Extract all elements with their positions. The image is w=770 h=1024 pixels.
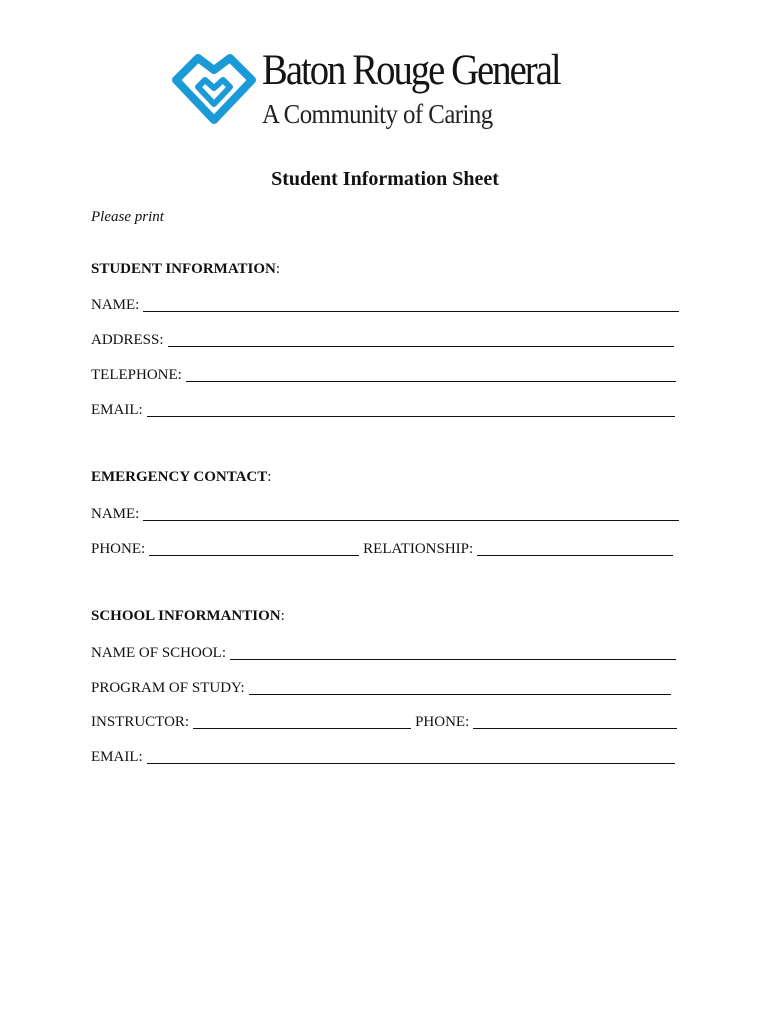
student-name-field[interactable] [143, 295, 679, 312]
school-name-field[interactable] [230, 643, 676, 660]
emergency-phone-label: PHONE: [91, 541, 146, 557]
student-address-label: ADDRESS: [91, 332, 164, 348]
emergency-heading-colon: : [267, 469, 272, 485]
emergency-relationship-field[interactable] [477, 539, 673, 556]
school-phone-label: PHONE: [415, 714, 470, 730]
school-phone-field[interactable] [473, 712, 677, 729]
page-title: Student Information Sheet [271, 168, 499, 190]
student-address-row [91, 329, 674, 349]
emergency-section-heading [91, 469, 271, 486]
student-email-field[interactable] [147, 400, 675, 417]
school-heading-colon: : [280, 608, 285, 624]
school-section-heading [91, 608, 285, 625]
logo-tagline: A Community of Caring [262, 99, 493, 129]
school-email-label: EMAIL: [91, 749, 143, 765]
school-name-row [91, 642, 676, 662]
program-label: PROGRAM OF STUDY: [91, 680, 245, 696]
student-telephone-row [91, 364, 676, 384]
emergency-phone-field[interactable] [149, 539, 359, 556]
instructor-row [91, 711, 677, 731]
student-name-label: NAME: [91, 297, 140, 313]
instructor-label: INSTRUCTOR: [91, 714, 190, 730]
school-email-field[interactable] [147, 747, 675, 764]
emergency-name-row [91, 503, 679, 523]
student-telephone-label: TELEPHONE: [91, 367, 182, 383]
school-name-label: NAME OF SCHOOL: [91, 645, 227, 661]
program-field[interactable] [249, 678, 671, 695]
emergency-name-field[interactable] [143, 504, 679, 521]
instructor-field[interactable] [193, 712, 411, 729]
student-name-row [91, 294, 679, 314]
program-row [91, 677, 671, 697]
student-heading-text: STUDENT INFORMATION [91, 261, 276, 277]
emergency-phone-row [91, 538, 673, 558]
emergency-name-label: NAME: [91, 506, 140, 522]
student-heading-colon: : [275, 261, 281, 277]
student-address-field[interactable] [168, 330, 674, 347]
emergency-relationship-label: RELATIONSHIP: [363, 541, 474, 557]
emergency-heading-text: EMERGENCY CONTACT [91, 469, 268, 485]
student-telephone-field[interactable] [186, 365, 676, 382]
logo-name: Baton Rouge General [262, 47, 560, 94]
school-heading-text: SCHOOL INFORMANTION [91, 608, 281, 624]
print-note: Please print [91, 209, 164, 225]
school-email-row [91, 746, 675, 766]
student-email-label: EMAIL: [91, 402, 143, 418]
heart-logo-icon [172, 54, 256, 126]
brand-logo [172, 47, 602, 134]
student-section-heading [91, 261, 280, 278]
student-email-row [91, 399, 675, 419]
